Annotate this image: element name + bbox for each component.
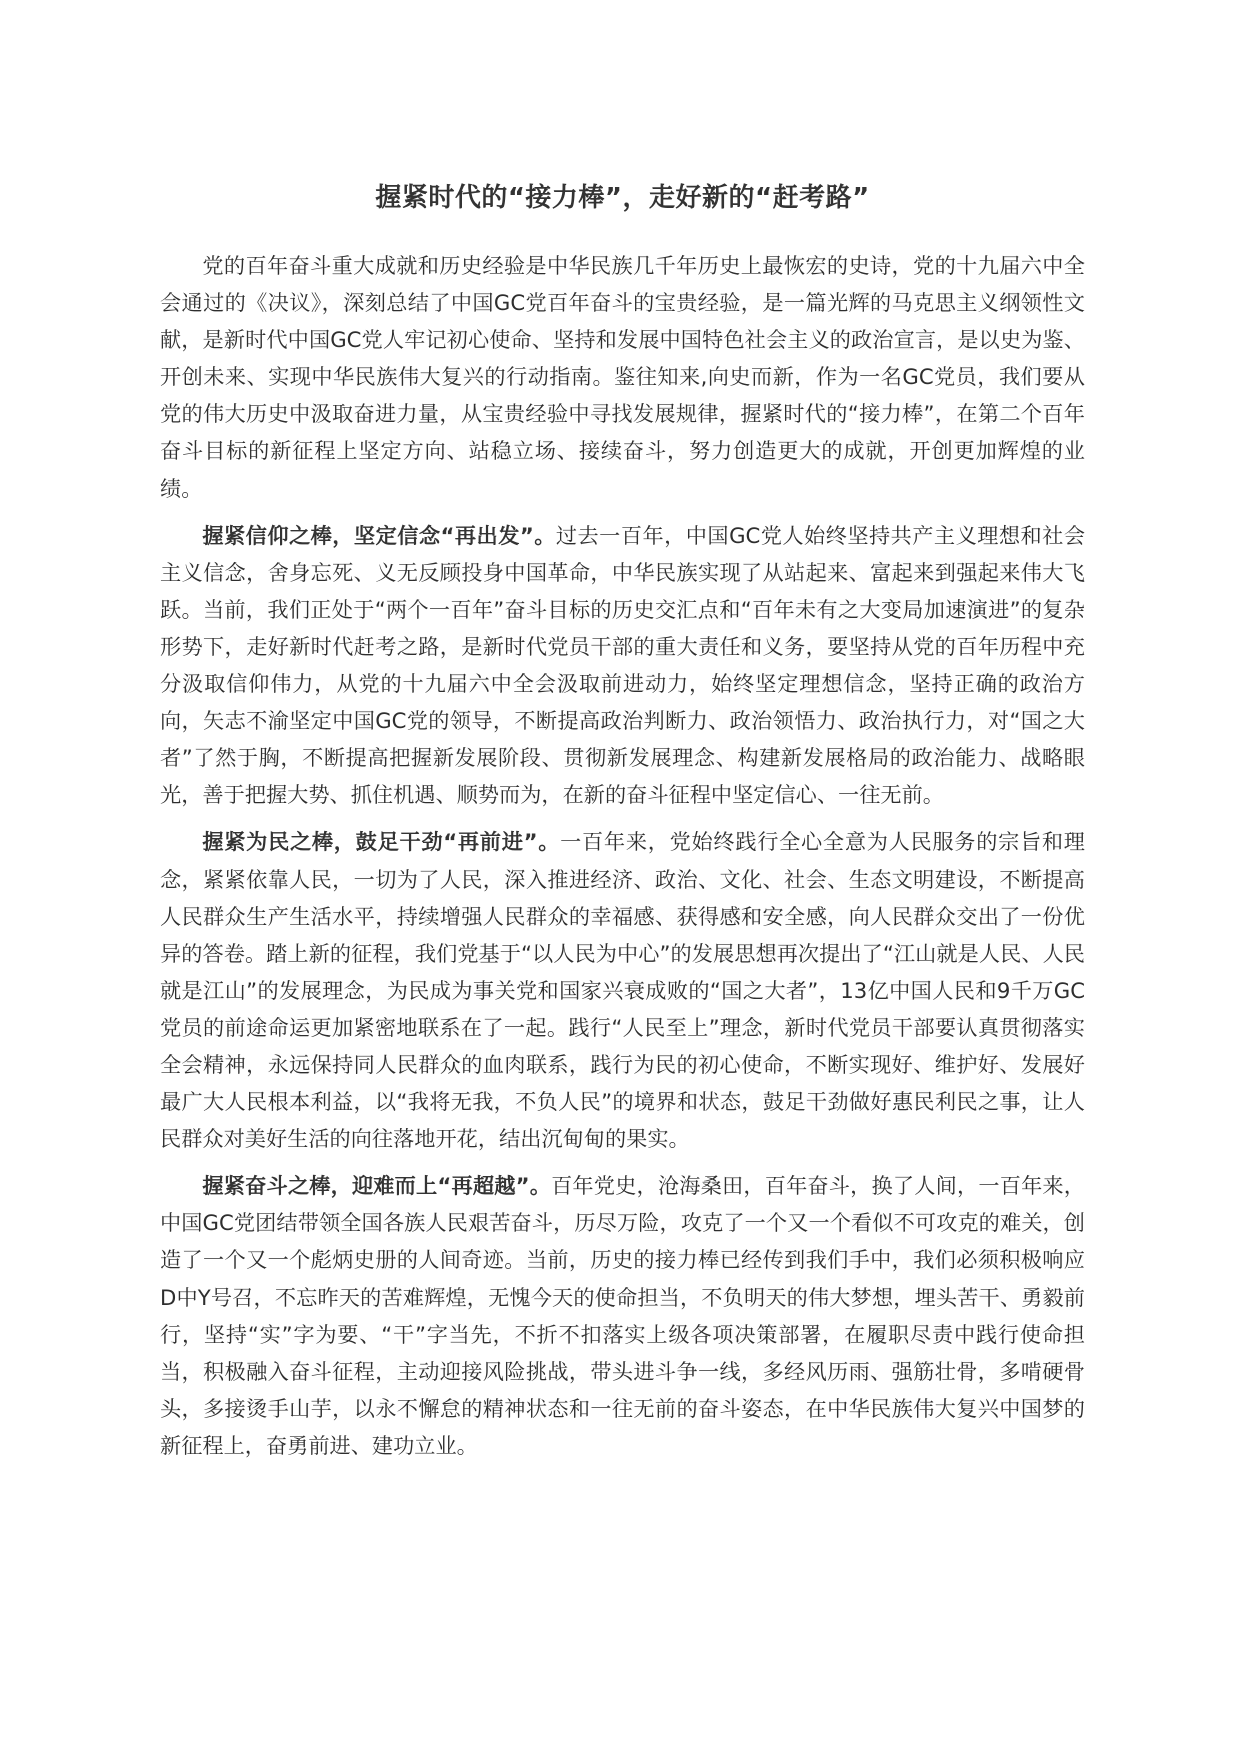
paragraph-struggle: [160, 1167, 1085, 1464]
paragraph-people: [160, 823, 1085, 1157]
paragraph-lead: 握紧奋斗之棒，迎难而上“再超越”。: [202, 1173, 552, 1199]
paragraph-text: 一百年来，党始终践行全心全意为人民服务的宗旨和理念，紧紧依靠人民，一切为了人民，深入推进经济、政治、文化、社会、生态文明建设，不断提高人民群众生产生活水平，持续增强人民群众的幸福感、获得感和安全感，向人民群众交出了一份优异的答卷。踏上新的征程，我们党基于“以人民为中心”的发展思想再次提出了“江山就是人民、人民就是江山”的发展理念，为民成为事关党和国家兴衰成败的“国之大者”，13亿中国人民和9千万GC党员的前途命运更加紧密地联系在了一起。践行“人民至上”理念，新时代党员干部要认真贯彻落实全会精神，永远保持同人民群众的血肉联系，践行为民的初心使命，不断实现好、维护好、发展好最广大人民根本利益，以“我将无我，不负人民”的境界和状态，鼓足干劲做好惠民利民之事，让人民群众对美好生活的向往落地开花，结出沉甸甸的果实。: [160, 829, 1085, 1152]
document-page: [160, 0, 1085, 1464]
paragraph-lead: 握紧为民之棒，鼓足干劲“再前进”。: [202, 829, 561, 855]
document-title: 握紧时代的“接力棒”，走好新的“赶考路”: [375, 183, 870, 213]
paragraph-text: 过去一百年，中国GC党人始终坚持共产主义理想和社会主义信念，舍身忘死、义无反顾投身中国革命，中华民族实现了从站起来、富起来到强起来伟大飞跃。当前，我们正处于“两个一百年”奋斗目标的历史交汇点和“百年未有之大变局加速演进”的复杂形势下，走好新时代赶考之路，是新时代党员干部的重大责任和义务，要坚持从党的百年历程中充分汲取信仰伟力，从党的十九届六中全会汲取前进动力，始终坚定理想信念，坚持正确的政治方向，矢志不渝坚定中国GC党的领导，不断提高政治判断力、政治领悟力、政治执行力，对“国之大者”了然于胸，不断提高把握新发展阶段、贯彻新发展理念、构建新发展格局的政治能力、战略眼光，善于把握大势、抓住机遇、顺势而为，在新的奋斗征程中坚定信心、一往无前。: [160, 522, 1086, 808]
paragraph-lead: 握紧信仰之棒，坚定信念“再出发”。: [202, 522, 556, 548]
paragraph-intro: [160, 247, 1085, 507]
paragraph-text: 百年党史，沧海桑田，百年奋斗，换了人间，一百年来，中国GC党团结带领全国各族人民艰苦奋斗，历尽万险，攻克了一个又一个看似不可攻克的难关，创造了一个又一个彪炳史册的人间奇迹。当前，历史的接力棒已经传到我们手中，我们必须积极响应D中Y号召，不忘昨天的苦难辉煌，无愧今天的使命担当，不负明天的伟大梦想，埋头苦干、勇毅前行，坚持“实”字为要、“干”字当先，不折不扣落实上级各项决策部署，在履职尽责中践行使命担当，积极融入奋斗征程，主动迎接风险挑战，带头进斗争一线，多经风历雨、强筋壮骨，多啃硬骨头，多接烫手山芋，以永不懈怠的精神状态和一往无前的奋斗姿态，在中华民族伟大复兴中国梦的新征程上，奋勇前进、建功立业。: [160, 1173, 1085, 1458]
paragraph-text: 党的百年奋斗重大成就和历史经验是中华民族几千年历史上最恢宏的史诗，党的十九届六中全会通过的《决议》，深刻总结了中国GC党百年奋斗的宝贵经验，是一篇光辉的马克思主义纲领性文献，是新时代中国GC党人牢记初心使命、坚持和发展中国特色社会主义的政治宣言，是以史为鉴、开创未来、实现中华民族伟大复兴的行动指南。鉴往知来,向史而新，作为一名GC党员，我们要从党的伟大历史中汲取奋进力量，从宝贵经验中寻找发展规律，握紧时代的“接力棒”，在第二个百年奋斗目标的新征程上坚定方向、站稳立场、接续奋斗，努力创造更大的成就，开创更加辉煌的业绩。: [160, 253, 1085, 501]
paragraph-faith: [160, 517, 1085, 814]
